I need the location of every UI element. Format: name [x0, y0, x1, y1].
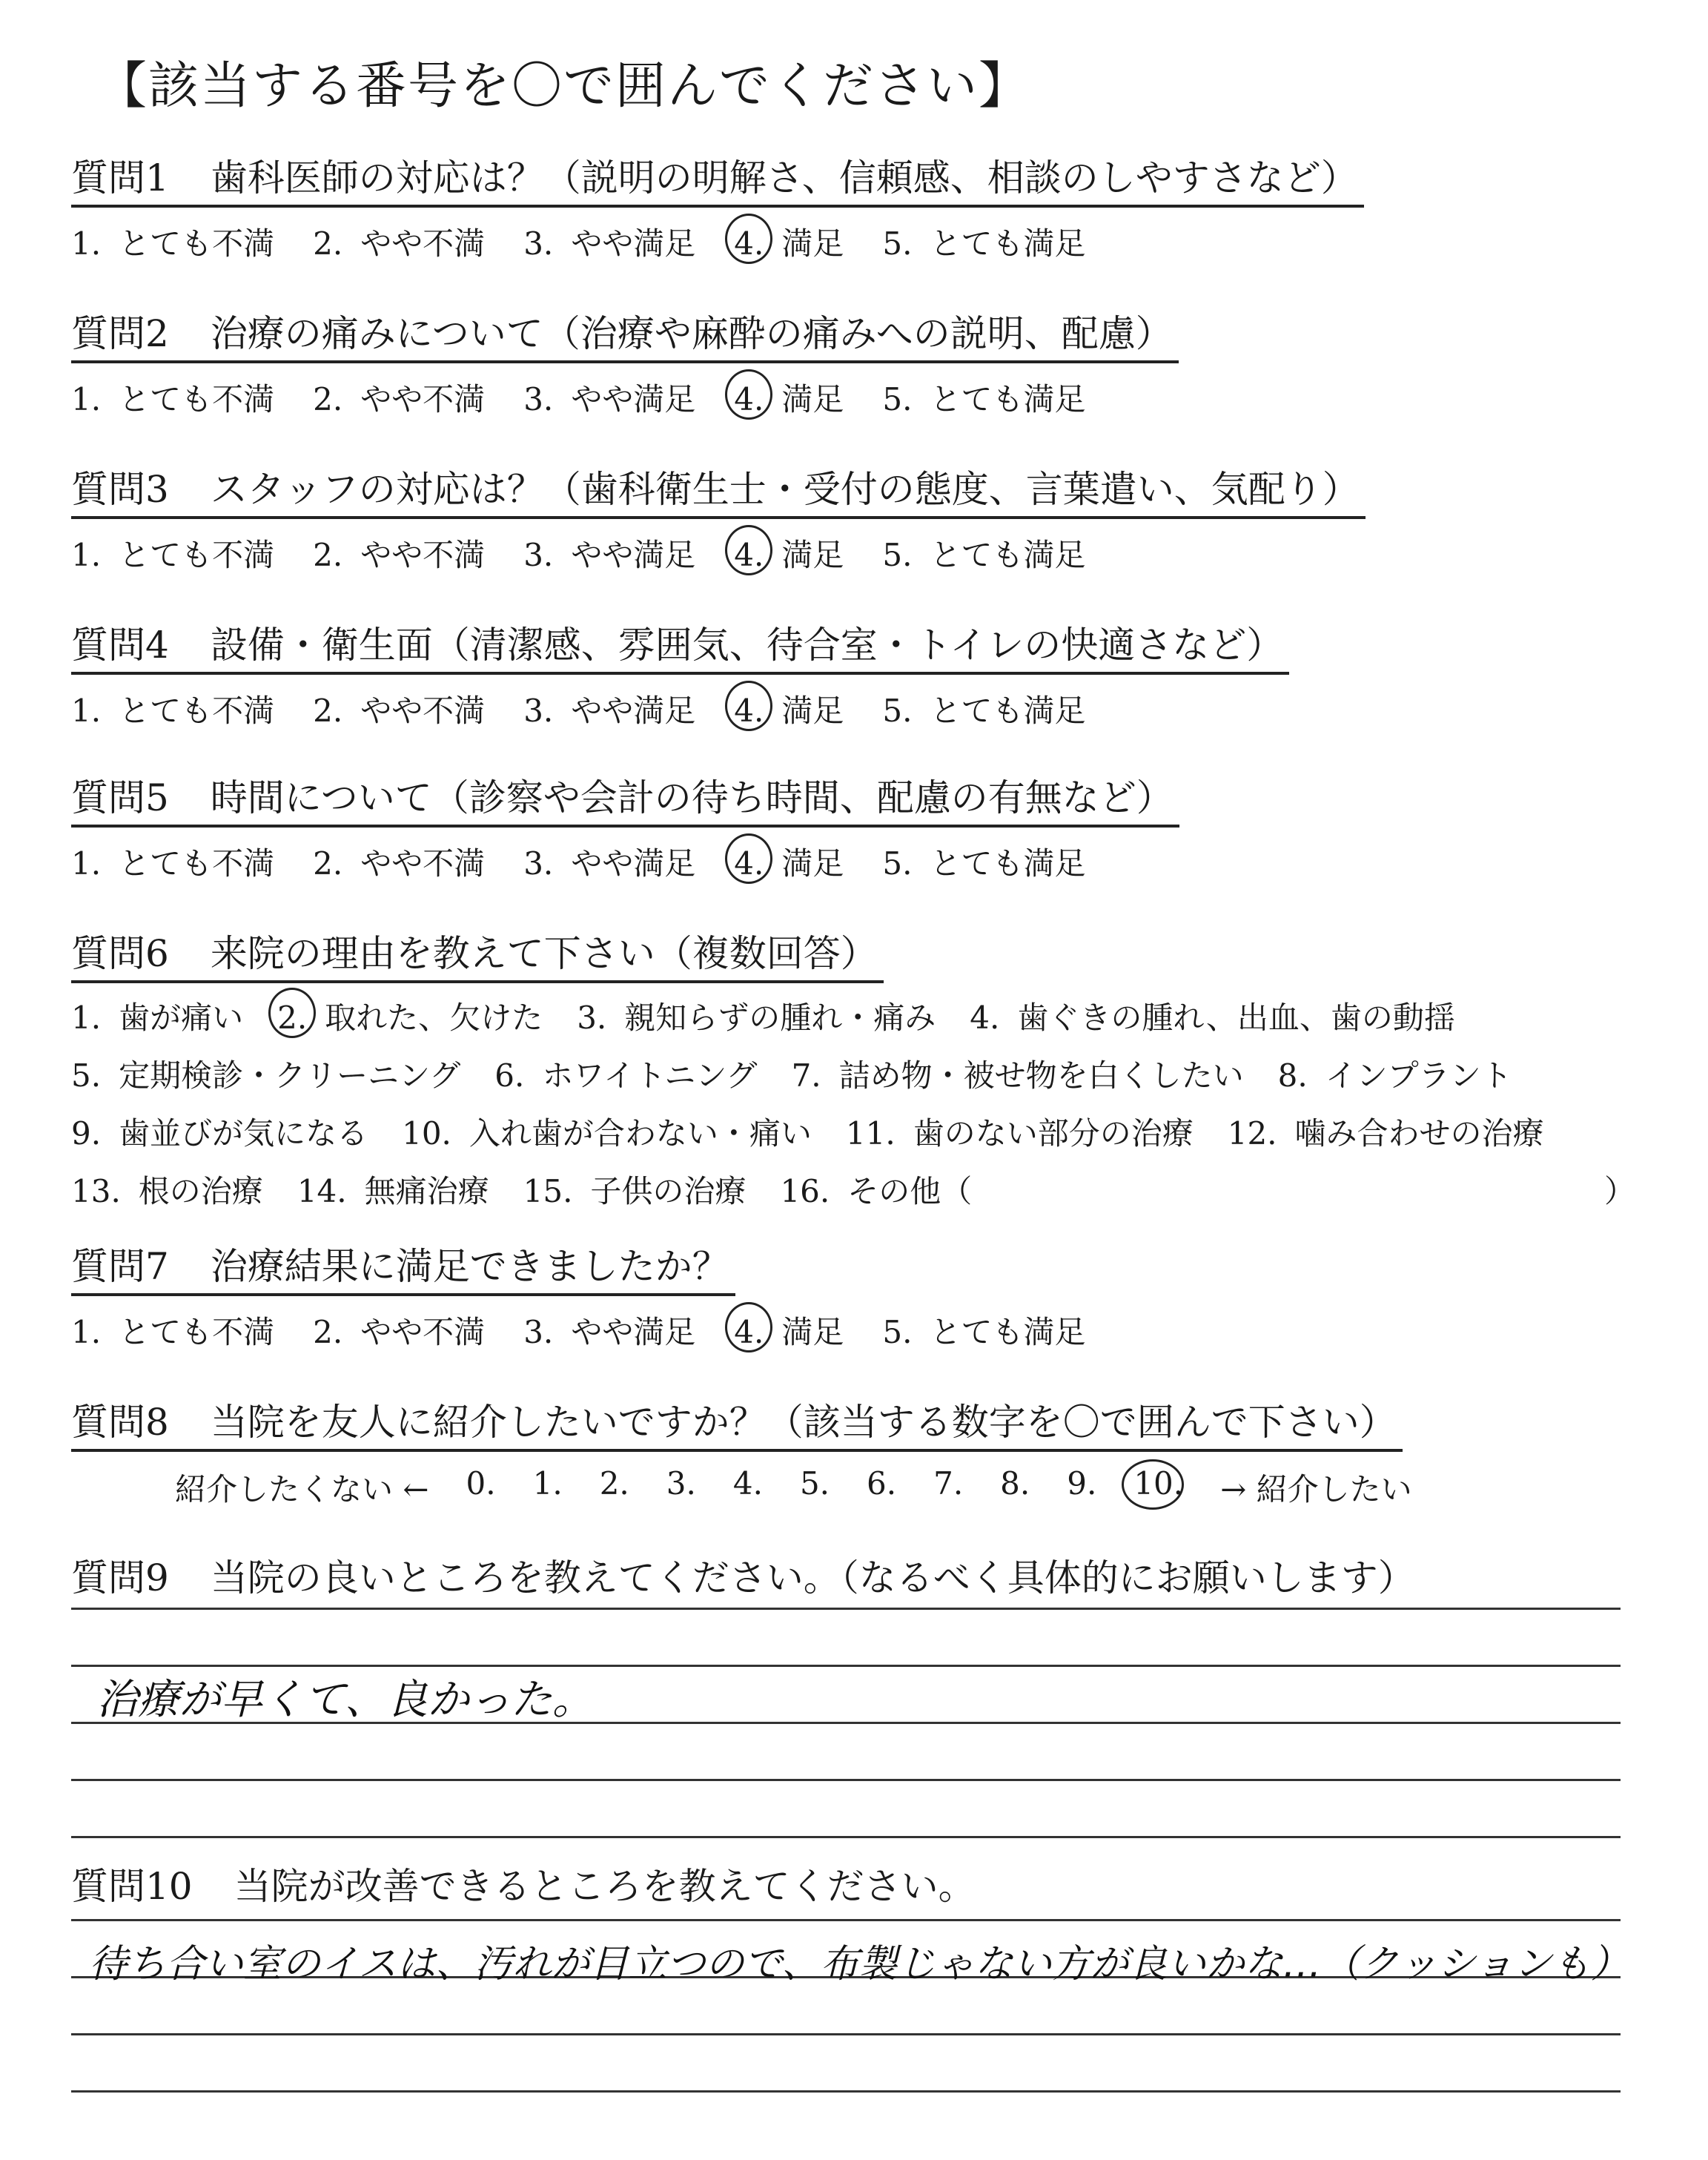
question-7 — [71, 1237, 1665, 1353]
answer-line — [71, 1779, 1621, 1781]
scale-value[interactable]: 7. — [933, 1465, 964, 1502]
reason-row — [71, 1051, 1665, 1096]
option-5[interactable]: 5. とても満足 — [882, 537, 1086, 573]
scale-left-label: 紹介したくない ← — [175, 1471, 429, 1507]
question-number: 質問7 — [71, 1245, 169, 1288]
question-number: 質問4 — [71, 624, 169, 667]
q10-handwritten-answer[interactable]: 待ち合い室のイスは、汚れが目立つので、布製じゃない方が良いかな…（クッションも） — [89, 1942, 1629, 1986]
option-1[interactable]: 1. とても不満 — [71, 537, 275, 573]
option-4-selected[interactable]: 4. 満足 — [734, 225, 844, 262]
scale-value[interactable]: 0. — [466, 1465, 496, 1502]
option-1[interactable]: 1. とても不満 — [71, 381, 275, 417]
reason-options — [71, 994, 1665, 1212]
reason-option[interactable]: 4. 歯ぐきの腫れ、出血、歯の動揺 — [970, 1000, 1455, 1036]
reason-option[interactable]: 9. 歯並びが気になる — [71, 1115, 368, 1152]
rating-options — [71, 1308, 1665, 1353]
option-2[interactable]: 2. やや不満 — [313, 537, 486, 573]
scale-value[interactable]: 4. — [732, 1465, 763, 1502]
other-close-paren: ） — [1603, 1173, 1635, 1209]
question-text: 設備・衛生面（清潔感、雰囲気、待合室・トイレの快適さなど） — [210, 624, 1284, 667]
scale-value[interactable]: 2. — [599, 1465, 629, 1502]
question-text: 当院が改善できるところを教えてください。 — [234, 1865, 976, 1908]
option-2[interactable]: 2. やや不満 — [313, 693, 486, 729]
option-3[interactable]: 3. やや満足 — [523, 1314, 696, 1350]
reason-option[interactable]: 13. 根の治療 — [71, 1173, 263, 1209]
option-1[interactable]: 1. とても不満 — [71, 1314, 275, 1350]
reason-option[interactable]: 11. 歯のない部分の治療 — [845, 1115, 1194, 1152]
answer-line — [71, 2033, 1621, 2035]
reason-option-selected[interactable]: 2. 取れた、欠けた — [277, 1000, 543, 1036]
reason-option[interactable]: 1. 歯が痛い — [71, 1000, 244, 1036]
rating-options — [71, 839, 1665, 884]
scale-value-selected[interactable]: 10. — [1133, 1465, 1183, 1510]
scale-value[interactable]: 9. — [1067, 1465, 1097, 1502]
question-number: 質問5 — [71, 776, 169, 819]
option-4-selected[interactable]: 4. 満足 — [734, 845, 844, 882]
question-10-header — [71, 1857, 1665, 1910]
option-3[interactable]: 3. やや満足 — [523, 693, 696, 729]
reason-option[interactable]: 15. 子供の治療 — [523, 1173, 747, 1209]
reason-option[interactable]: 7. 詰め物・被せ物を白くしたい — [791, 1057, 1244, 1094]
reason-row — [71, 1109, 1665, 1154]
question-text: 時間について（診察や会計の待ち時間、配慮の有無など） — [210, 776, 1174, 819]
reason-option[interactable]: 8. インプラント — [1277, 1057, 1512, 1094]
q9-handwritten-answer[interactable]: 治療が早くて、良かった。 — [96, 1676, 594, 1724]
rating-options — [71, 531, 1665, 575]
option-3[interactable]: 3. やや満足 — [523, 225, 696, 262]
question-3-header — [71, 460, 1366, 519]
option-5[interactable]: 5. とても満足 — [882, 693, 1086, 729]
option-5[interactable]: 5. とても満足 — [882, 1314, 1086, 1350]
option-2[interactable]: 2. やや不満 — [313, 845, 486, 882]
question-8-header — [71, 1393, 1403, 1452]
scale-value[interactable]: 8. — [1000, 1465, 1030, 1502]
reason-row — [71, 1167, 1665, 1212]
question-number: 質問1 — [71, 156, 169, 199]
question-text: 当院を友人に紹介したいですか？（該当する数字を〇で囲んで下さい） — [210, 1401, 1397, 1444]
question-number: 質問3 — [71, 468, 169, 511]
question-number: 質問2 — [71, 312, 169, 355]
rating-options — [71, 375, 1665, 420]
recommend-scale — [175, 1465, 1665, 1510]
reason-option[interactable]: 6. ホワイトニング — [494, 1057, 758, 1094]
scale-value[interactable]: 6. — [867, 1465, 897, 1502]
question-text: 治療結果に満足できましたか？ — [210, 1245, 729, 1288]
option-5[interactable]: 5. とても満足 — [882, 381, 1086, 417]
page-title: 【該当する番号を〇で囲んでください】 — [96, 57, 1031, 116]
question-number: 質問10 — [71, 1865, 193, 1908]
question-text: 来院の理由を教えて下さい（複数回答） — [210, 932, 878, 975]
option-3[interactable]: 3. やや満足 — [523, 845, 696, 882]
question-4-header — [71, 615, 1289, 675]
question-number: 質問6 — [71, 932, 169, 975]
option-1[interactable]: 1. とても不満 — [71, 693, 275, 729]
reason-option-other[interactable]: 16. その他（ — [780, 1173, 973, 1209]
question-8 — [71, 1393, 1665, 1510]
question-10 — [71, 1857, 1665, 1910]
option-2[interactable]: 2. やや不満 — [313, 225, 486, 262]
option-4-selected[interactable]: 4. 満足 — [734, 693, 844, 729]
rating-options — [71, 219, 1665, 264]
scale-value[interactable]: 3. — [666, 1465, 696, 1502]
reason-option[interactable]: 12. 噛み合わせの治療 — [1227, 1115, 1544, 1152]
option-1[interactable]: 1. とても不満 — [71, 225, 275, 262]
option-5[interactable]: 5. とても満足 — [882, 225, 1086, 262]
question-4 — [71, 615, 1665, 731]
question-6 — [71, 924, 1665, 1225]
reason-option[interactable]: 3. 親知らずの腫れ・痛み — [577, 1000, 936, 1036]
question-text: 治療の痛みについて（治療や麻酔の痛みへの説明、配慮） — [210, 312, 1173, 355]
reason-option[interactable]: 14. 無痛治療 — [297, 1173, 489, 1209]
question-6-header — [71, 924, 884, 983]
question-text: 歯科医師の対応は？（説明の明解さ、信頼感、相談のしやすさなど） — [210, 156, 1358, 199]
option-3[interactable]: 3. やや満足 — [523, 537, 696, 573]
option-4-selected[interactable]: 4. 満足 — [734, 1314, 844, 1350]
question-number: 質問9 — [71, 1556, 169, 1599]
reason-option[interactable]: 5. 定期検診・クリーニング — [71, 1057, 461, 1094]
option-3[interactable]: 3. やや満足 — [523, 381, 696, 417]
scale-value[interactable]: 1. — [532, 1465, 563, 1502]
question-text: 当院の良いところを教えてください。（なるべく具体的にお願いします） — [210, 1556, 1415, 1599]
question-5 — [71, 768, 1665, 884]
option-4-selected[interactable]: 4. 満足 — [734, 381, 844, 417]
scale-value[interactable]: 5. — [799, 1465, 830, 1502]
answer-line — [71, 1608, 1621, 1610]
option-4-selected[interactable]: 4. 満足 — [734, 537, 844, 573]
question-number: 質問8 — [71, 1401, 169, 1444]
question-9-header — [71, 1548, 1665, 1602]
option-1[interactable]: 1. とても不満 — [71, 845, 275, 882]
option-2[interactable]: 2. やや不満 — [313, 1314, 486, 1350]
option-5[interactable]: 5. とても満足 — [882, 845, 1086, 882]
question-text: スタッフの対応は？（歯科衛生士・受付の態度、言葉遣い、気配り） — [210, 468, 1360, 511]
question-7-header — [71, 1237, 735, 1296]
answer-lines-q9 — [71, 1608, 1621, 1893]
answer-line — [71, 1836, 1621, 1838]
rating-options — [71, 687, 1665, 731]
question-1 — [71, 148, 1665, 264]
answer-line — [71, 2090, 1621, 2093]
question-5-header — [71, 768, 1179, 828]
question-1-header — [71, 148, 1364, 208]
question-2 — [71, 304, 1665, 420]
reason-option[interactable]: 10. 入れ歯が合わない・痛い — [402, 1115, 812, 1152]
question-2-header — [71, 304, 1179, 363]
question-3 — [71, 460, 1665, 575]
option-2[interactable]: 2. やや不満 — [313, 381, 486, 417]
answer-line — [71, 1919, 1621, 1921]
reason-row — [71, 994, 1665, 1038]
question-9 — [71, 1548, 1665, 1602]
scale-right-label: → 紹介したい — [1220, 1471, 1412, 1507]
